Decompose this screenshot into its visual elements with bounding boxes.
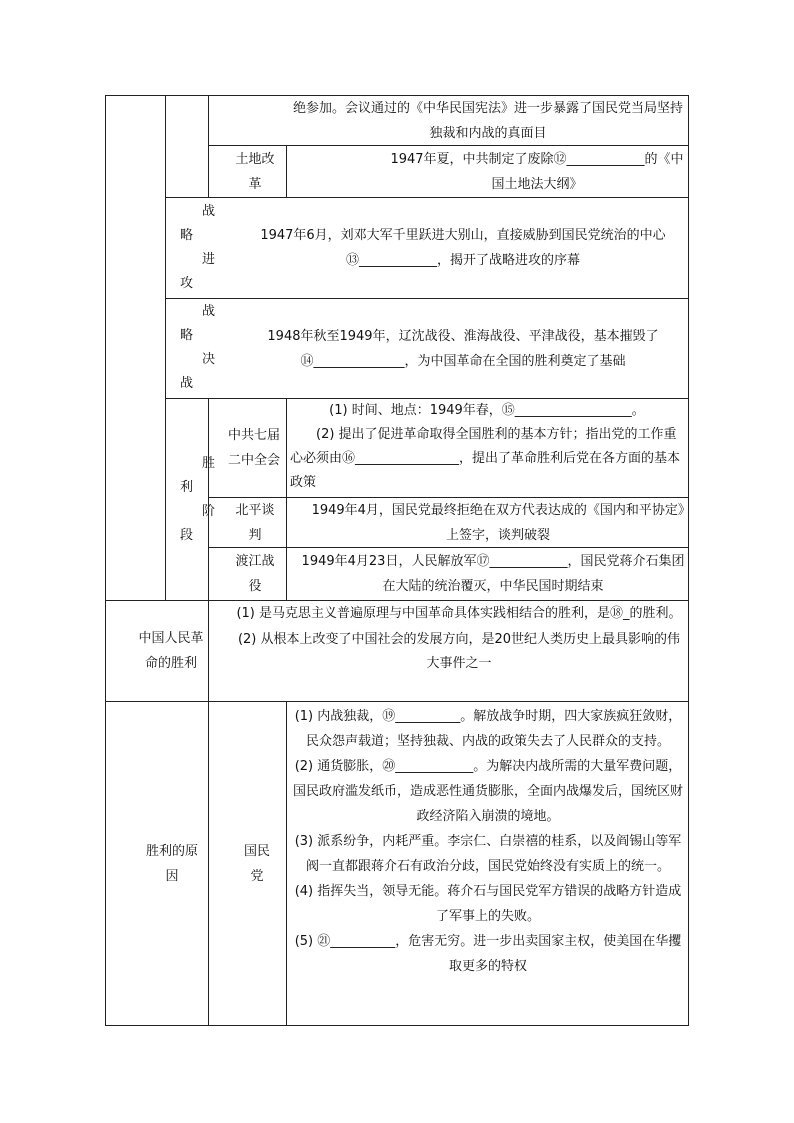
reasons-label: 胜利的原因 [145,843,198,884]
border-right [688,95,689,1026]
divider [165,95,166,601]
victory-stage-label: 胜 利 阶 段 [180,456,216,543]
divider [208,95,209,198]
reason-item: (2) 通货膨胀，⑳____________。为解决内战所需的大量军费问题，国民政府滥发纸币，造成恶性通货膨胀，全面内战爆发后，国统区财政经济陷入崩溃的境地。 [292,759,683,824]
crossing-river-text: 1949年4月23日，人民解放军⑰____________，国民党蒋介石集团在大陆的统治覆灭，中华民国时期结束 [301,554,685,594]
strategic-decisive-text: 1948年秋至1949年，辽沈战役、淮海战役、平津战役，基本摧毁了⑭______________，为中国革命在全国的胜利奠定了基础 [267,328,659,369]
reason-item: (4) 指挥失当，领导无能。蒋介石与国民党军方错误的战略方针造成了军事上的失败。 [294,884,682,924]
reason-item: (5) ㉑__________，危害无穷。进一步出卖国家主权，使美国在华攫取更多的特权 [294,934,682,974]
strategic-offense-label: 战 略 进 攻 [180,204,216,291]
significance-label: 中国人民革命的胜利 [138,631,204,671]
second-plenum-text: (1) 时间、地点：1949年春，⑮__________________。 (2) 提出了促进革命取得全国胜利的基本方针；指出党的工作重心必须由⑯________________，提出了革命胜利后党在各方面的基本政策 [290,403,681,490]
divider [286,701,287,1026]
divider [286,398,287,601]
peiping-talks-text: 1949年4月，国民党最终拒绝在双方代表达成的《国内和平协定》上签字，谈判破裂 [311,502,685,543]
second-plenum-label: 中共七届二中全会 [227,428,280,468]
strategic-decisive-label: 战 略 决 战 [180,304,216,391]
strategic-offense-text: 1947年6月，刘邓大军千里跃进大别山，直接威胁到国民党统治的中心⑬____________，揭开了战略进攻的序幕 [260,228,666,268]
reason-item: (3) 派系纷争，内耗严重。李宗仁、白崇禧的桂系，以及阎锡山等军阀一直都跟蒋介石有政治分歧，国民党始终没有实质上的统一。 [294,834,682,874]
reasons-list [292,704,684,979]
peiping-talks-label: 北平谈判 [235,502,275,543]
border-left [105,95,106,1026]
reasons-sub-label: 国民党 [243,843,270,884]
reason-item: (1) 内战独裁，⑲__________。解放战争时期，四大家族疯狂敛财，民众怨声载道；坚持独裁、内战的政策失去了人民群众的支持。 [294,709,682,749]
land-reform-text: 1947年夏，中共制定了废除⑫____________的《中国土地法大纲》 [390,151,684,192]
divider [286,145,287,198]
continuation-text: 绝参加。会议通过的《中华民国宪法》进一步暴露了国民党当局坚持独裁和内战的真面目 [292,100,683,141]
significance-text: (1) 是马克思主义普遍原理与中国革命具体实践相结合的胜利，是⑱_的胜利。 (2) 从根本上改变了中国社会的发展方向，是20世纪人类历史上最具影响的伟大事件之一 [236,606,682,671]
land-reform-label: 土地改革 [235,151,275,192]
border-bottom [105,1025,688,1026]
crossing-river-label: 渡江战役 [235,554,275,594]
